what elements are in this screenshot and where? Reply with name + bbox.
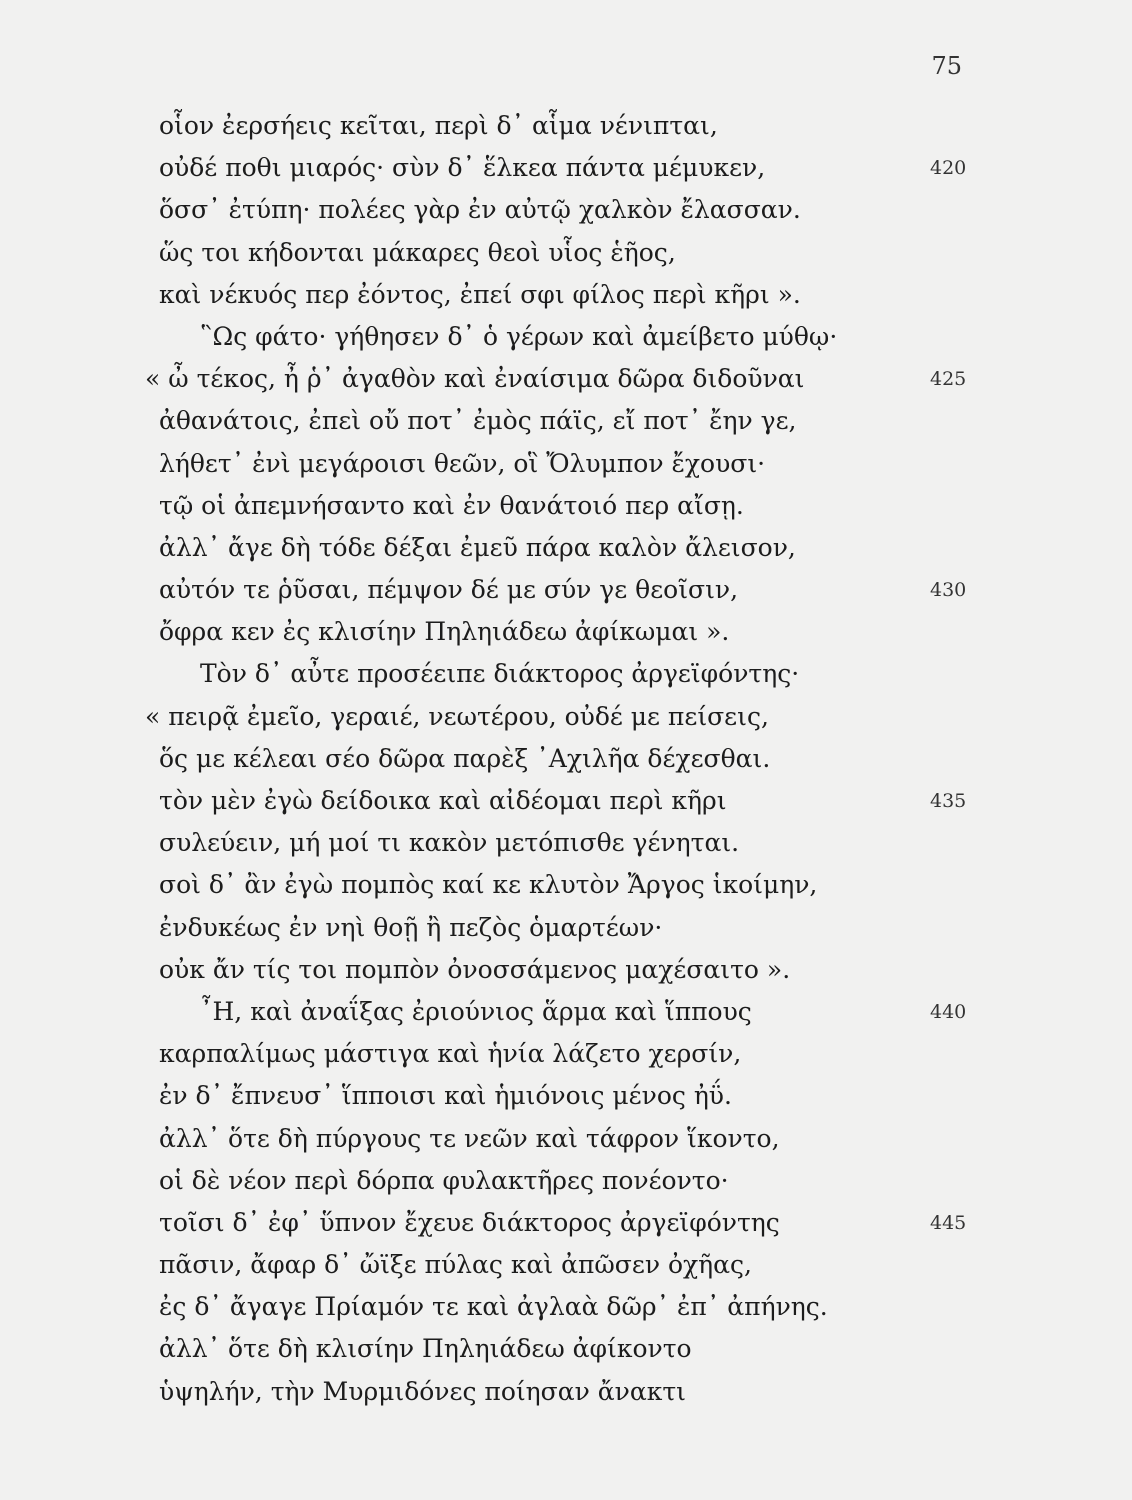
line-number: 440: [930, 1000, 967, 1023]
verse-line: [0, 232, 1132, 274]
verse-line: [0, 1202, 1132, 1244]
verse-text: « πειρᾷ ἐμεῖο, γεραιέ, νεωτέρου, οὐδέ με πείσεις,: [145, 701, 769, 731]
verse-text: τοῖσι δ᾽ ἐφ᾽ ὕπνον ἔχευε διάκτορος ἀργεϊφόντης: [159, 1207, 780, 1237]
verse-text: ὑψηλήν, τὴν Μυρμιδόνες ποίησαν ἄνακτι: [159, 1376, 686, 1406]
verse-text: λήθετ᾽ ἐνὶ μεγάροισι θεῶν, οἳ Ὄλυμπον ἔχουσι·: [159, 448, 766, 478]
verse-line: [0, 991, 1132, 1033]
verse-text: Τὸν δ᾽ αὖτε προσέειπε διάκτορος ἀργεϊφόντης·: [200, 659, 800, 689]
verse-line: [0, 1118, 1132, 1160]
verse-line: [0, 1244, 1132, 1286]
verse-block: [0, 105, 1132, 1413]
verse-line: [0, 1075, 1132, 1117]
verse-line: [0, 485, 1132, 527]
verse-text: τῷ οἱ ἀπεμνήσαντο καὶ ἐν θανάτοιό περ αἴσῃ.: [159, 490, 744, 520]
verse-line: [0, 696, 1132, 738]
verse-text: σοὶ δ᾽ ἂν ἐγὼ πομπὸς καί κε κλυτὸν Ἄργος ἱκοίμην,: [159, 870, 818, 900]
verse-text: οἷον ἐερσήεις κεῖται, περὶ δ᾽ αἷμα νένιπται,: [159, 111, 718, 140]
verse-text: ἐν δ᾽ ἔπνευσ᾽ ἵπποισι καὶ ἡμιόνοις μένος ἠΰ.: [159, 1081, 732, 1111]
verse-text: συλεύειν, μή μοί τι κακὸν μετόπισθε γένηται.: [159, 828, 740, 858]
verse-text: αὐτόν τε ῥῦσαι, πέμψον δέ με σύν γε θεοῖσιν,: [159, 575, 739, 605]
verse-text: καρπαλίμως μάστιγα καὶ ἡνία λάζετο χερσίν,: [159, 1039, 742, 1069]
verse-line: [0, 569, 1132, 611]
verse-line: [0, 527, 1132, 569]
verse-line: [0, 443, 1132, 485]
verse-line: [0, 949, 1132, 991]
verse-text: ἀλλ᾽ ὅτε δὴ κλισίην Πηληιάδεω ἀφίκοντο: [159, 1334, 692, 1364]
line-number: 425: [930, 368, 967, 391]
verse-text: ἐς δ᾽ ἄγαγε Πρίαμόν τε καὶ ἀγλαὰ δῶρ᾽ ἐπ᾽ ἀπήνης.: [159, 1292, 828, 1322]
verse-line: [0, 822, 1132, 864]
verse-line: [0, 1328, 1132, 1370]
verse-line: [0, 358, 1132, 400]
verse-line: [0, 611, 1132, 653]
line-number: 430: [930, 579, 967, 602]
verse-line: [0, 1371, 1132, 1413]
verse-text: οὐδέ ποθι μιαρός· σὺν δ᾽ ἕλκεα πάντα μέμυκεν,: [159, 153, 766, 183]
line-number: 420: [930, 157, 967, 180]
verse-line: [0, 400, 1132, 442]
verse-text: ἀλλ᾽ ὅτε δὴ πύργους τε νεῶν καὶ τάφρον ἵκοντο,: [159, 1123, 780, 1153]
verse-line: [0, 907, 1132, 949]
verse-text: ἐνδυκέως ἐν νηὶ θοῇ ἢ πεζὸς ὁμαρτέων·: [159, 912, 663, 942]
verse-text: καὶ νέκυός περ ἐόντος, ἐπεί σφι φίλος περὶ κῆρι ».: [159, 279, 801, 309]
verse-text: οἱ δὲ νέον περὶ δόρπα φυλακτῆρες πονέοντο·: [159, 1165, 729, 1195]
verse-line: [0, 1286, 1132, 1328]
verse-line: [0, 780, 1132, 822]
verse-text: τὸν μὲν ἐγὼ δείδοικα καὶ αἰδέομαι περὶ κῆρι: [159, 786, 727, 815]
verse-text: ὥς τοι κήδονται μάκαρες θεοὶ υἷος ἑῆος,: [159, 237, 676, 267]
verse-text: ὅς με κέλεαι σέο δῶρα παρὲξ ᾿Αχιλῆα δέχεσθαι.: [159, 743, 771, 773]
line-number: 435: [930, 790, 967, 812]
verse-text: ὅσσ᾽ ἐτύπη· πολέες γὰρ ἐν αὐτῷ χαλκὸν ἔλασσαν.: [159, 195, 801, 225]
verse-line: [0, 147, 1132, 189]
verse-line: [0, 738, 1132, 780]
verse-line: [0, 274, 1132, 316]
verse-line: [0, 189, 1132, 231]
verse-text: ὄφρα κεν ἐς κλισίην Πηληιάδεω ἀφίκωμαι ».: [159, 617, 730, 647]
verse-text: « ὦ τέκος, ἦ ῥ᾽ ἀγαθὸν καὶ ἐναίσιμα δῶρα διδοῦναι: [145, 364, 805, 394]
verse-line: [0, 1033, 1132, 1075]
line-number: 445: [930, 1211, 967, 1234]
verse-text: ῏Η, καὶ ἀναΐξας ἐριούνιος ἅρμα καὶ ἵππους: [200, 996, 752, 1026]
verse-text: ἀθανάτοις, ἐπεὶ οὔ ποτ᾽ ἐμὸς πάϊς, εἴ ποτ᾽ ἔην γε,: [159, 406, 797, 436]
page-number: 75: [931, 52, 962, 80]
verse-line: [0, 316, 1132, 358]
verse-text: πᾶσιν, ἄφαρ δ᾽ ὤϊξε πύλας καὶ ἀπῶσεν ὀχῆας,: [159, 1250, 752, 1280]
verse-line: [0, 105, 1132, 147]
verse-text: ῝Ως φάτο· γήθησεν δ᾽ ὁ γέρων καὶ ἀμείβετο μύθῳ·: [200, 321, 838, 351]
verse-line: [0, 653, 1132, 695]
verse-text: ἀλλ᾽ ἄγε δὴ τόδε δέξαι ἐμεῦ πάρα καλὸν ἄλεισον,: [159, 532, 796, 562]
verse-line: [0, 1160, 1132, 1202]
verse-line: [0, 864, 1132, 906]
verse-text: οὐκ ἄν τίς τοι πομπὸν ὀνοσσάμενος μαχέσαιτο ».: [159, 954, 791, 984]
